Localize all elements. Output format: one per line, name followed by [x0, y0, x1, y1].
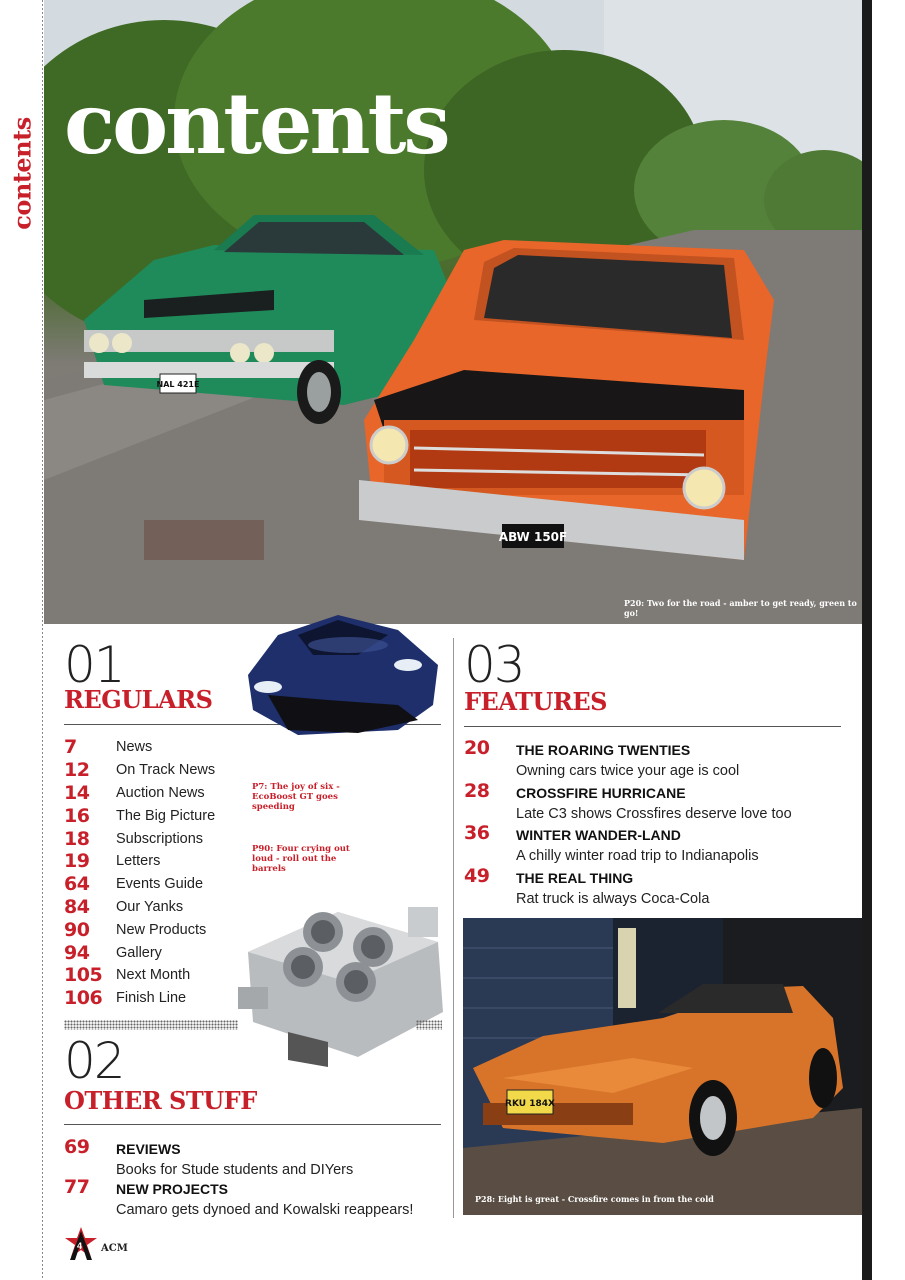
item-label: Subscriptions	[116, 830, 204, 847]
feature-item[interactable]	[464, 823, 844, 866]
page-number: 7	[64, 736, 77, 759]
hero-photo	[44, 0, 862, 624]
page-number: 28	[464, 780, 490, 802]
spine-label: contents	[7, 116, 37, 230]
item-desc: Late C3 shows Crossfires deserve love too	[516, 806, 792, 822]
list-item[interactable]	[64, 759, 234, 782]
regulars-title: REGULARS	[64, 685, 213, 714]
page-number: 90	[64, 918, 90, 941]
corvette-caption: P28: Eight is great - Crossfire comes in from the cold	[475, 1194, 714, 1204]
item-head: CROSSFIRE HURRICANE	[516, 785, 686, 801]
item-label: Events Guide	[116, 876, 204, 893]
regulars-number: 01	[64, 636, 124, 694]
page-edge-bar	[862, 0, 872, 1280]
item-head: WINTER WANDER-LAND	[516, 827, 681, 843]
features-title: FEATURES	[464, 687, 607, 716]
item-label: The Big Picture	[116, 807, 216, 824]
item-label: New Products	[116, 921, 207, 938]
gt-caption: P7: The joy of six - EcoBoost GT goes speeding	[252, 782, 340, 813]
page-number: 64	[64, 873, 90, 896]
dotted-divider	[64, 1020, 238, 1030]
page-title: contents	[64, 74, 448, 173]
feature-item[interactable]	[464, 866, 844, 909]
page-number: 36	[464, 822, 490, 844]
item-head: NEW PROJECTS	[116, 1181, 229, 1197]
corvette-plate: RKU 184X	[505, 1099, 555, 1109]
page-number: 18	[64, 827, 90, 850]
page-number-footer: 4	[77, 1241, 83, 1251]
page-number: 106	[64, 987, 103, 1010]
spine-dotted-line	[42, 0, 43, 1280]
page-number: 69	[64, 1136, 90, 1158]
item-label: Letters	[116, 853, 161, 870]
other-number: 02	[64, 1032, 124, 1090]
list-item[interactable]	[64, 804, 234, 827]
feature-item[interactable]	[464, 738, 844, 781]
list-item[interactable]	[64, 964, 234, 987]
list-item[interactable]	[64, 827, 234, 850]
ford-gt-image	[238, 605, 443, 745]
other-item[interactable]	[64, 1177, 444, 1220]
page-number: 49	[464, 865, 490, 887]
page-number: 77	[64, 1176, 90, 1198]
list-item[interactable]	[64, 782, 234, 805]
item-desc: Owning cars twice your age is cool	[516, 763, 740, 779]
item-label: Auction News	[116, 784, 205, 801]
item-label: Next Month	[116, 967, 191, 984]
page-number: 19	[64, 850, 90, 873]
list-item[interactable]	[64, 850, 234, 873]
list-item[interactable]	[64, 941, 234, 964]
other-item[interactable]	[64, 1137, 444, 1180]
orange-truck-plate: ABW 150F	[498, 530, 568, 544]
item-label: News	[116, 739, 153, 756]
page-number: 20	[464, 737, 490, 759]
item-label: On Track News	[116, 762, 216, 779]
other-title: OTHER STUFF	[64, 1086, 257, 1115]
other-rule	[64, 1124, 441, 1125]
item-head: REVIEWS	[116, 1141, 181, 1157]
feature-item[interactable]	[464, 781, 844, 824]
features-number: 03	[464, 636, 524, 694]
item-head: THE ROARING TWENTIES	[516, 742, 691, 758]
item-label: Finish Line	[116, 990, 187, 1007]
regulars-list	[64, 736, 234, 1010]
list-item[interactable]	[64, 987, 234, 1010]
carburetor-image	[228, 892, 456, 1070]
page-number: 16	[64, 804, 90, 827]
carb-caption: P90: Four crying out loud - roll out the barrels	[252, 844, 350, 875]
page-number: 105	[64, 964, 103, 987]
dotted-divider-right	[416, 1020, 442, 1030]
list-item[interactable]	[64, 873, 234, 896]
page-number: 84	[64, 895, 90, 918]
item-head: THE REAL THING	[516, 870, 634, 886]
features-rule	[464, 726, 841, 727]
page-number: 14	[64, 781, 90, 804]
list-item[interactable]	[64, 896, 234, 919]
page-number: 94	[64, 941, 90, 964]
corvette-photo	[463, 918, 862, 1215]
page-number: 12	[64, 759, 90, 782]
hero-caption: P20: Two for the road - amber to get ready, green to go!	[624, 598, 857, 618]
item-label: Our Yanks	[116, 898, 184, 915]
item-desc: Camaro gets dynoed and Kowalski reappears!	[116, 1202, 414, 1218]
list-item[interactable]	[64, 736, 234, 759]
item-desc: Rat truck is always Coca-Cola	[516, 891, 710, 907]
brand-name: ACM	[101, 1243, 128, 1254]
item-desc: Books for Stude students and DIYers	[116, 1162, 354, 1178]
list-item[interactable]	[64, 918, 234, 941]
green-car-plate: NAL 421E	[156, 380, 200, 389]
item-desc: A chilly winter road trip to Indianapolis	[516, 848, 759, 864]
item-label: Gallery	[116, 944, 162, 961]
